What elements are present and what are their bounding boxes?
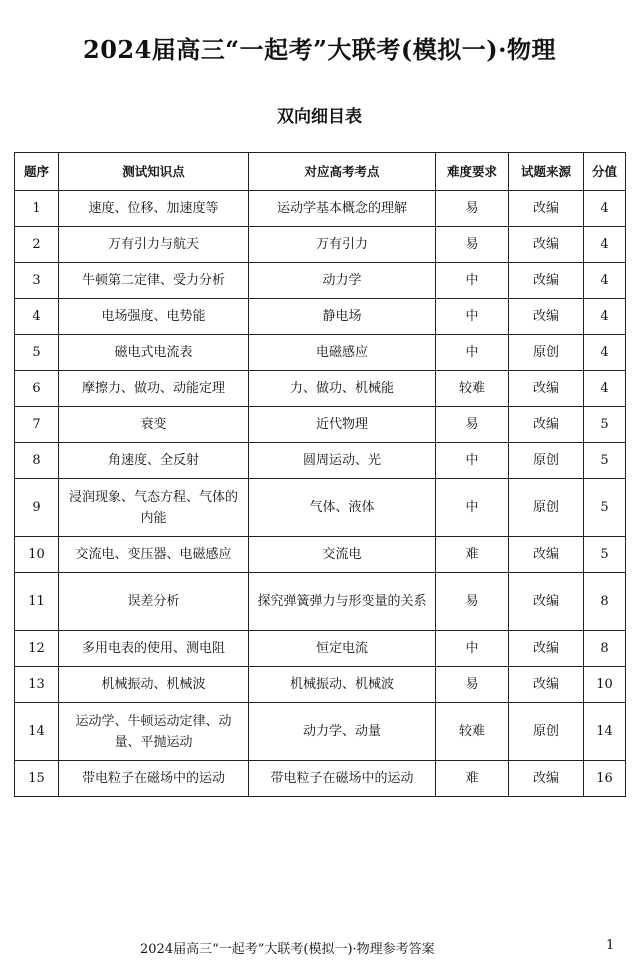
table-row xyxy=(15,573,626,631)
cell-source: 改编 xyxy=(509,407,584,443)
cell-source: 改编 xyxy=(509,263,584,299)
cell-knowledge: 衰变 xyxy=(59,407,249,443)
cell-exam-point: 运动学基本概念的理解 xyxy=(249,191,436,227)
cell-score: 5 xyxy=(584,407,626,443)
cell-knowledge: 机械振动、机械波 xyxy=(59,667,249,703)
cell-source: 改编 xyxy=(509,537,584,573)
cell-exam-point: 气体、液体 xyxy=(249,479,436,537)
cell-knowledge: 摩擦力、做功、动能定理 xyxy=(59,371,249,407)
cell-number: 1 xyxy=(15,191,59,227)
col-header-exam-point: 对应高考考点 xyxy=(249,153,436,191)
cell-difficulty: 难 xyxy=(436,537,509,573)
col-header-difficulty: 难度要求 xyxy=(436,153,509,191)
cell-number: 9 xyxy=(15,479,59,537)
footer-text: 2024届高三“一起考”大联考(模拟一)·物理参考答案 xyxy=(140,942,435,957)
cell-difficulty: 中 xyxy=(436,263,509,299)
cell-exam-point: 近代物理 xyxy=(249,407,436,443)
cell-source: 改编 xyxy=(509,191,584,227)
table-row xyxy=(15,263,626,299)
table-row xyxy=(15,761,626,797)
table-row xyxy=(15,407,626,443)
cell-number: 5 xyxy=(15,335,59,371)
cell-source: 原创 xyxy=(509,703,584,761)
cell-number: 8 xyxy=(15,443,59,479)
cell-score: 4 xyxy=(584,371,626,407)
cell-difficulty: 较难 xyxy=(436,703,509,761)
cell-source: 改编 xyxy=(509,371,584,407)
table-row xyxy=(15,191,626,227)
cell-exam-point: 探究弹簧弹力与形变量的关系 xyxy=(249,573,436,631)
cell-score: 4 xyxy=(584,299,626,335)
cell-source: 改编 xyxy=(509,227,584,263)
cell-source: 改编 xyxy=(509,761,584,797)
cell-exam-point: 动力学 xyxy=(249,263,436,299)
cell-exam-point: 万有引力 xyxy=(249,227,436,263)
cell-knowledge: 带电粒子在磁场中的运动 xyxy=(59,761,249,797)
cell-score: 16 xyxy=(584,761,626,797)
cell-number: 4 xyxy=(15,299,59,335)
cell-score: 4 xyxy=(584,335,626,371)
spec-table xyxy=(14,152,626,797)
cell-exam-point: 带电粒子在磁场中的运动 xyxy=(249,761,436,797)
cell-knowledge: 磁电式电流表 xyxy=(59,335,249,371)
table-header-row xyxy=(15,153,626,191)
cell-knowledge: 误差分析 xyxy=(59,573,249,631)
cell-source: 原创 xyxy=(509,335,584,371)
col-header-number: 题序 xyxy=(15,153,59,191)
table-caption: 双向细目表 xyxy=(277,107,362,127)
cell-difficulty: 易 xyxy=(436,407,509,443)
cell-score: 4 xyxy=(584,191,626,227)
cell-difficulty: 较难 xyxy=(436,371,509,407)
cell-score: 4 xyxy=(584,227,626,263)
cell-source: 改编 xyxy=(509,631,584,667)
cell-difficulty: 易 xyxy=(436,667,509,703)
cell-difficulty: 中 xyxy=(436,335,509,371)
cell-difficulty: 易 xyxy=(436,191,509,227)
col-header-score: 分值 xyxy=(584,153,626,191)
cell-score: 10 xyxy=(584,667,626,703)
cell-knowledge: 浸润现象、气态方程、气体的内能 xyxy=(59,479,249,537)
cell-score: 8 xyxy=(584,573,626,631)
table-row xyxy=(15,227,626,263)
table-row xyxy=(15,479,626,537)
table-row xyxy=(15,299,626,335)
cell-difficulty: 难 xyxy=(436,761,509,797)
col-header-source: 试题来源 xyxy=(509,153,584,191)
cell-source: 改编 xyxy=(509,667,584,703)
cell-number: 12 xyxy=(15,631,59,667)
cell-number: 7 xyxy=(15,407,59,443)
cell-knowledge: 电场强度、电势能 xyxy=(59,299,249,335)
cell-difficulty: 中 xyxy=(436,479,509,537)
cell-exam-point: 交流电 xyxy=(249,537,436,573)
table-row xyxy=(15,667,626,703)
cell-score: 5 xyxy=(584,479,626,537)
cell-difficulty: 易 xyxy=(436,573,509,631)
cell-exam-point: 机械振动、机械波 xyxy=(249,667,436,703)
cell-exam-point: 力、做功、机械能 xyxy=(249,371,436,407)
table-row xyxy=(15,371,626,407)
cell-knowledge: 交流电、变压器、电磁感应 xyxy=(59,537,249,573)
cell-number: 15 xyxy=(15,761,59,797)
cell-source: 原创 xyxy=(509,443,584,479)
page-number: 1 xyxy=(606,938,615,953)
cell-source: 改编 xyxy=(509,573,584,631)
cell-exam-point: 动力学、动量 xyxy=(249,703,436,761)
cell-knowledge: 角速度、全反射 xyxy=(59,443,249,479)
cell-difficulty: 中 xyxy=(436,443,509,479)
cell-number: 13 xyxy=(15,667,59,703)
cell-score: 8 xyxy=(584,631,626,667)
col-header-knowledge: 测试知识点 xyxy=(59,153,249,191)
table-row xyxy=(15,443,626,479)
table-row xyxy=(15,335,626,371)
cell-number: 2 xyxy=(15,227,59,263)
page-title: 2024届高三“一起考”大联考(模拟一)·物理 xyxy=(83,35,556,64)
cell-knowledge: 运动学、牛顿运动定律、动量、平抛运动 xyxy=(59,703,249,761)
cell-source: 原创 xyxy=(509,479,584,537)
cell-number: 6 xyxy=(15,371,59,407)
cell-difficulty: 中 xyxy=(436,299,509,335)
cell-score: 5 xyxy=(584,443,626,479)
cell-score: 4 xyxy=(584,263,626,299)
table-row xyxy=(15,631,626,667)
table-row xyxy=(15,703,626,761)
cell-knowledge: 速度、位移、加速度等 xyxy=(59,191,249,227)
cell-difficulty: 中 xyxy=(436,631,509,667)
cell-difficulty: 易 xyxy=(436,227,509,263)
cell-source: 改编 xyxy=(509,299,584,335)
cell-knowledge: 万有引力与航天 xyxy=(59,227,249,263)
cell-exam-point: 静电场 xyxy=(249,299,436,335)
cell-score: 5 xyxy=(584,537,626,573)
cell-number: 14 xyxy=(15,703,59,761)
cell-score: 14 xyxy=(584,703,626,761)
cell-knowledge: 多用电表的使用、测电阻 xyxy=(59,631,249,667)
cell-exam-point: 恒定电流 xyxy=(249,631,436,667)
cell-knowledge: 牛顿第二定律、受力分析 xyxy=(59,263,249,299)
cell-number: 11 xyxy=(15,573,59,631)
cell-number: 3 xyxy=(15,263,59,299)
table-row xyxy=(15,537,626,573)
cell-exam-point: 圆周运动、光 xyxy=(249,443,436,479)
cell-exam-point: 电磁感应 xyxy=(249,335,436,371)
cell-number: 10 xyxy=(15,537,59,573)
